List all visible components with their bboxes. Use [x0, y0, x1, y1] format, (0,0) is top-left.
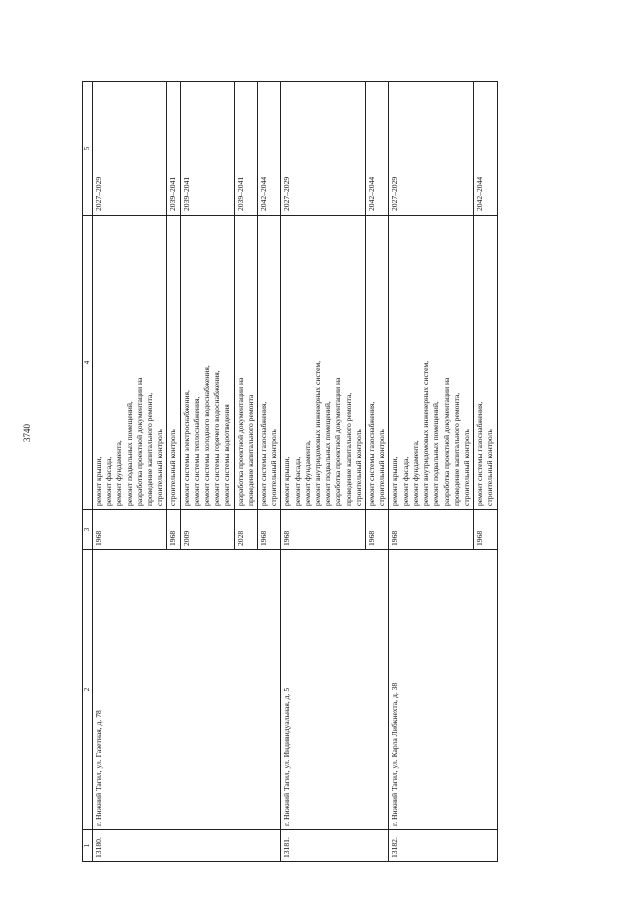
work-item: разработка проектной документации на: [441, 377, 451, 506]
work-item: ремонт системы холодного водоснабжения,: [202, 365, 212, 506]
works-cell: [474, 216, 497, 510]
record-number: 13181.: [281, 830, 389, 862]
address-cell: г. Нижний Тагил, ул. Карла Либкнехта, д. 38: [389, 550, 497, 830]
address-cell: г. Нижний Тагил, ул. Индивидуальная, д. 5: [281, 550, 389, 830]
work-item: проведение капитального ремонта,: [451, 392, 461, 506]
column-number-row: [83, 82, 93, 862]
work-item: строительный контроль: [461, 429, 471, 506]
period-cell: 2027–2029: [93, 82, 167, 216]
period-cell: 2042–2044: [366, 82, 389, 216]
table-row: [389, 82, 474, 862]
work-item: строительный контроль: [168, 429, 178, 506]
work-item: проведение капитального ремонта,: [343, 392, 353, 506]
work-item: проведение капитального ремонта: [245, 394, 255, 506]
year-cell: 1968: [366, 510, 389, 550]
column-number: 1: [83, 830, 93, 862]
period-cell: 2027–2029: [389, 82, 474, 216]
works-cell: [93, 216, 167, 510]
work-item: проведение капитального ремонта,: [145, 392, 155, 506]
year-cell: 1968: [389, 510, 474, 550]
work-item: ремонт фундамента,: [302, 440, 312, 506]
year-cell: 2028: [234, 510, 257, 550]
column-number: 5: [83, 82, 93, 216]
period-cell: 2039–2041: [167, 82, 180, 216]
work-item: ремонт системы газоснабжения,: [259, 401, 269, 506]
work-item: ремонт системы электроснабжения,: [181, 390, 191, 506]
year-cell: 1968: [167, 510, 180, 550]
work-item: ремонт системы газоснабжения,: [367, 401, 377, 506]
work-item: ремонт фасада,: [400, 456, 410, 506]
work-item: ремонт системы водоотведения: [222, 404, 232, 506]
record-number: 13182.: [389, 830, 497, 862]
work-item: строительный контроль: [377, 429, 387, 506]
period-cell: 2042–2044: [258, 82, 281, 216]
year-cell: 1968: [93, 510, 167, 550]
works-cell: [389, 216, 474, 510]
rotated-page-content: [82, 82, 544, 862]
year-cell: 1968: [281, 510, 366, 550]
work-item: ремонт крыши,: [282, 456, 292, 506]
work-item: строительный контроль: [269, 429, 279, 506]
work-item: ремонт системы газоснабжения,: [475, 401, 485, 506]
year-cell: 1968: [258, 510, 281, 550]
works-cell: [180, 216, 234, 510]
work-item: ремонт крыши,: [94, 456, 103, 506]
period-cell: 2027–2029: [281, 82, 366, 216]
year-cell: 2009: [180, 510, 234, 550]
address-cell: г. Нижний Тагил, ул. Газетная, д. 78: [93, 550, 281, 830]
work-item: строительный контроль: [155, 429, 165, 506]
record-number: 13180.: [93, 830, 281, 862]
works-cell: [258, 216, 281, 510]
period-cell: 2039–2041: [180, 82, 234, 216]
work-item: ремонт фундамента,: [114, 440, 124, 506]
work-item: строительный контроль: [485, 429, 495, 506]
works-cell: [366, 216, 389, 510]
work-item: ремонт системы теплоснабжения,: [191, 396, 201, 506]
table-body: [93, 82, 498, 862]
work-item: ремонт крыши,: [390, 456, 400, 506]
table-row: [281, 82, 366, 862]
work-item: строительный контроль: [353, 429, 363, 506]
column-number: 4: [83, 216, 93, 510]
work-item: ремонт системы горячего водоснабжения,: [212, 370, 222, 506]
capital-repair-table: [82, 81, 498, 862]
work-item: ремонт фасада,: [292, 456, 302, 506]
works-cell: [167, 216, 180, 510]
work-item: ремонт фасада,: [104, 456, 114, 506]
work-item: разработка проектной документации на: [333, 377, 343, 506]
work-item: ремонт внутридомовых инженерных систем,: [421, 360, 431, 506]
work-item: ремонт подвальных помещений,: [323, 401, 333, 506]
column-number: 2: [83, 550, 93, 830]
work-item: ремонт внутридомовых инженерных систем,: [313, 360, 323, 506]
works-cell: [281, 216, 366, 510]
period-cell: 2042–2044: [474, 82, 497, 216]
period-cell: 2039–2041: [234, 82, 257, 216]
work-item: ремонт фундамента,: [410, 440, 420, 506]
work-item: ремонт подвальных помещений,: [124, 401, 134, 506]
year-cell: 1968: [474, 510, 497, 550]
work-item: ремонт подвальных помещений,: [431, 401, 441, 506]
work-item: разработка проектной документации на: [235, 377, 245, 506]
works-cell: [234, 216, 257, 510]
column-number: 3: [83, 510, 93, 550]
table-row: [93, 82, 167, 862]
work-item: разработка проектной документации на: [134, 377, 144, 506]
page-number: 3740: [22, 424, 32, 442]
